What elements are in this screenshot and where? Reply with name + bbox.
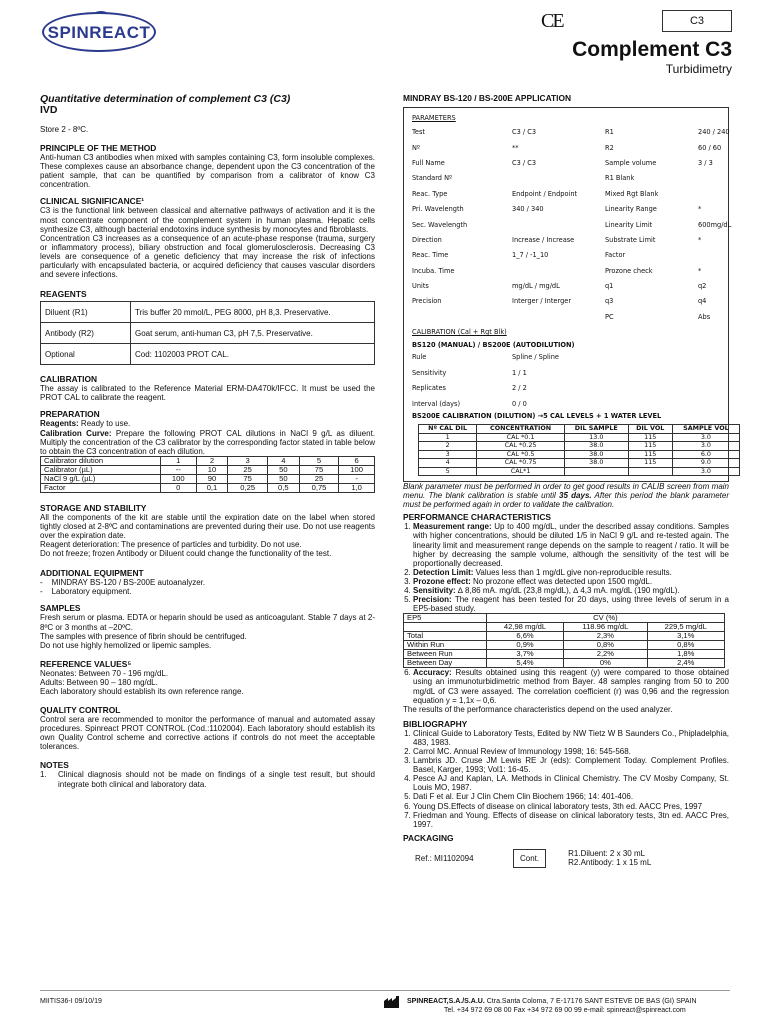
blank-note-c: After this period the blank parameter must be performed again in order to validate the calibration. bbox=[403, 491, 730, 510]
table-cell: 5,4% bbox=[486, 659, 563, 668]
perf-text: Values less than 1 mg/dL give non-reproducible results. bbox=[473, 567, 672, 577]
table-cell: 42,98 mg/dL bbox=[486, 623, 563, 632]
reference-l1: Neonates: Between 70 - 196 mg/dL. bbox=[40, 668, 169, 678]
dilution-table bbox=[40, 456, 375, 493]
param-cell: 60 / 60 bbox=[698, 143, 722, 152]
equipment-heading: ADDITIONAL EQUIPMENT bbox=[40, 568, 144, 579]
list-item: 1. Clinical diagnosis should not be made on findings of a single test result, but should integrate both clinical and laboratory data. bbox=[40, 770, 375, 789]
reagent-name: Optional bbox=[41, 344, 131, 365]
reagents-heading: REAGENTS bbox=[40, 289, 87, 300]
table-cell bbox=[564, 467, 628, 476]
param-cell: Full Name bbox=[412, 158, 445, 167]
packaging-row bbox=[403, 849, 729, 868]
table-cell: 38.0 bbox=[564, 459, 628, 468]
table-cell: 0,25 bbox=[228, 483, 268, 492]
param-cell: Sec. Wavelength bbox=[412, 220, 468, 229]
param-cell: Linearity Limit bbox=[605, 220, 653, 229]
page-subtitle: Turbidimetry bbox=[665, 62, 732, 76]
list-item bbox=[413, 522, 729, 567]
table-cell: - bbox=[339, 474, 375, 483]
store-text: Store 2 - 8ºC. bbox=[40, 125, 89, 134]
table-cell: DIL VOL bbox=[628, 425, 672, 434]
table-cell: 2 bbox=[196, 456, 228, 465]
performance-heading: PERFORMANCE CHARACTERISTICS bbox=[403, 512, 551, 523]
table-cell: 1,8% bbox=[647, 650, 725, 659]
param-cell bbox=[698, 171, 731, 186]
param-cell: PC bbox=[605, 312, 614, 321]
table-cell: NaCl 9 g/L (µL) bbox=[41, 474, 161, 483]
table-cell: Nº CAL DIL bbox=[419, 425, 477, 434]
packaging-ref: Ref.: MI1102094 bbox=[415, 853, 474, 863]
table-cell: 1,0 bbox=[339, 483, 375, 492]
param-cell: Incuba. Time bbox=[412, 266, 455, 275]
table-cell: 2,4% bbox=[647, 659, 725, 668]
table-cell: 3,7% bbox=[486, 650, 563, 659]
table-cell: CAL*1 bbox=[477, 467, 565, 476]
param-cell: Standard Nº bbox=[412, 174, 453, 183]
samples-p2: The samples with presence of fibrin should be centrifuged. bbox=[40, 631, 247, 641]
intro-heading: Quantitative determination of complement C3 (C3) bbox=[40, 93, 291, 105]
param-cell: Reac. Time bbox=[412, 251, 449, 260]
param-cell: Factor bbox=[605, 251, 626, 260]
table-row bbox=[419, 442, 740, 451]
principle-text: Anti-human C3 antibodies when mixed with samples containing C3, form insoluble complexes. These complexes cause an absorbance change, dependent upon the C3 concentration of the patient sample, that can be quantified by comparison from a calibrator of know C3 concentration. bbox=[40, 153, 375, 190]
param-cell: q2 bbox=[698, 282, 707, 291]
cal-param-cell: Interval (days) bbox=[412, 399, 461, 408]
packaging-r2: R2.Antibody: 1 x 15 mL bbox=[568, 858, 652, 868]
storage-p3: Do not freeze; frozen Antibody or Diluent could change the functionality of the test. bbox=[40, 549, 332, 559]
spinreact-logo bbox=[42, 12, 156, 52]
param-cell: Abs bbox=[698, 312, 711, 321]
ivd-label: IVD bbox=[40, 104, 58, 116]
cal-param-cell: Rule bbox=[412, 353, 427, 362]
table-row bbox=[41, 456, 375, 465]
table-cell: Calibrator dilution bbox=[41, 456, 161, 465]
table-cell: CAL *0.1 bbox=[477, 433, 565, 442]
table-row bbox=[41, 474, 375, 483]
cal-param-cell: 2 / 2 bbox=[512, 384, 527, 393]
list-item: 1. Clinical Guide to Laboratory Tests, Edited by NW Tietz W B Saunders Co., Phipladelphia, 483, 1983. bbox=[413, 729, 729, 747]
table-cell: Between Run bbox=[404, 650, 487, 659]
table-cell: DIL SAMPLE bbox=[564, 425, 628, 434]
reagents-table bbox=[40, 301, 375, 365]
principle-heading: PRINCIPLE OF THE METHOD bbox=[40, 143, 157, 154]
packaging-contents bbox=[568, 849, 651, 867]
param-cell bbox=[512, 264, 605, 279]
samples-heading: SAMPLES bbox=[40, 603, 81, 614]
param-cell: R2 bbox=[605, 143, 614, 152]
samples-p3: Do not use highly hemolized or lipemic samples. bbox=[40, 640, 212, 650]
table-cell: 229,5 mg/dL bbox=[647, 623, 725, 632]
list-item: 7. Friedman and Young. Effects of disease on clinical laboratory tests, 3tn ed. AACC Pres, 1997. bbox=[413, 811, 729, 829]
list-item: 4. Pesce AJ and Kaplan, LA. Methods in Clinical Chemistry. The CV Mosby Company, St. Louis MO, 1987. bbox=[413, 774, 729, 792]
packaging-r1: R1.Diluent: 2 x 30 mL bbox=[568, 849, 646, 859]
param-cell: Substrate Limit bbox=[605, 235, 656, 244]
table-cell: 118.96 mg/dL bbox=[564, 623, 647, 632]
table-cell: 3,1% bbox=[647, 632, 725, 641]
list-item bbox=[413, 586, 729, 595]
table-cell: 100 bbox=[339, 465, 375, 474]
preparation-reagents bbox=[40, 419, 375, 428]
perf-label: Measurement range: bbox=[413, 522, 492, 532]
table-cell: EP5 bbox=[404, 614, 487, 623]
table-cell: 2,2% bbox=[564, 650, 647, 659]
table-cell: 1 bbox=[160, 456, 196, 465]
factory-icon bbox=[384, 996, 404, 1008]
packaging-heading: PACKAGING bbox=[403, 832, 454, 843]
table-cell: CV (%) bbox=[486, 614, 724, 623]
right-column bbox=[403, 93, 732, 868]
table-row bbox=[419, 459, 740, 468]
table-cell: 0% bbox=[564, 659, 647, 668]
storage-heading: STORAGE AND STABILITY bbox=[40, 502, 147, 513]
clinical-p1: C3 is the functional link between classical and alternative pathways of activation and it is the most concentrate component of the complement system in human plasma. Hepatic cells synthesize C3, although bacterial endotoxins induce synthesis by monocytes and fibroblasts. bbox=[40, 206, 375, 234]
footer-doc-code: MIITIS36-I 09/10/19 bbox=[40, 998, 102, 1005]
table-cell: 90 bbox=[196, 474, 228, 483]
blank-note-a: Blank parameter must be performed in order to get good results in CALIB screen from main menu. The blank calibration is stable until bbox=[403, 482, 729, 501]
reference-l3: Each laboratory should establish its own reference range. bbox=[40, 687, 244, 696]
parameters-box bbox=[403, 107, 732, 482]
samples-p1: Fresh serum or plasma. EDTA or heparin should be used as anticoagulant. Stable 7 days at 2-8ºC or 3 months at –20ºC. bbox=[40, 613, 375, 632]
table-row bbox=[419, 467, 740, 476]
param-cell: 600mg/dL bbox=[698, 220, 732, 229]
packaging-cont-box: Cont. bbox=[513, 849, 546, 868]
param-cell: Increase / Increase bbox=[512, 235, 575, 244]
biblio-list bbox=[403, 729, 729, 829]
notes-heading: NOTES bbox=[40, 760, 69, 771]
list-item bbox=[413, 668, 729, 704]
precision-table bbox=[403, 613, 725, 668]
perf-text: No prozone effect was detected upon 1500 mg/dL. bbox=[470, 576, 653, 586]
param-cell: * bbox=[698, 235, 702, 244]
param-cell: R1 Blank bbox=[605, 174, 635, 183]
table-cell: 6 bbox=[339, 456, 375, 465]
table-row bbox=[41, 323, 375, 344]
param-cell bbox=[412, 310, 512, 325]
reagents-text: Ready to use. bbox=[78, 419, 131, 429]
table-cell: 25 bbox=[299, 474, 339, 483]
parameters-title: PARAMETERS bbox=[412, 114, 456, 123]
param-cell: 1_7 / -1_10 bbox=[512, 251, 549, 260]
table-row bbox=[404, 659, 725, 668]
param-cell: q1 bbox=[605, 282, 614, 291]
perf-text: The reagent has been tested for 20 days, using three levels of serum in a EP5-based study. bbox=[413, 595, 729, 614]
table-cell: 3 bbox=[419, 450, 477, 459]
clinical-p2: Concentration C3 increases as a consequence of an acute-phase response (trauma, surgery or inflammatory process), biliary obstruction and focal glomerulosclerosis. Decreasing C3 levels are consequence of a genetic deficiency that may increase the risk of infections particularly with encapsulated bacteria, or acquired deficiency that causes vascular disorders and severe infections. bbox=[40, 233, 375, 280]
param-cell: Reac. Type bbox=[412, 189, 448, 198]
list-item: - Laboratory equipment. bbox=[40, 587, 132, 597]
table-cell: 38.0 bbox=[564, 442, 628, 451]
reagent-desc: Goat serum, anti-human C3, pH 7,5. Preservative. bbox=[131, 323, 375, 344]
table-cell: 1 bbox=[419, 433, 477, 442]
logo-swoosh-icon bbox=[94, 11, 108, 17]
param-cell: mg/dL / mg/dL bbox=[512, 282, 560, 291]
param-cell: q3 bbox=[605, 297, 614, 306]
param-cell: Endpoint / Endpoint bbox=[512, 189, 578, 198]
table-cell: SAMPLE VOL bbox=[672, 425, 739, 434]
list-item bbox=[413, 595, 729, 613]
table-cell: 100 bbox=[160, 474, 196, 483]
table-row bbox=[41, 483, 375, 492]
perf-label: Accuracy: bbox=[413, 668, 452, 678]
biblio-heading: BIBLIOGRAPHY bbox=[403, 718, 468, 729]
table-cell: 115 bbox=[628, 459, 672, 468]
cal-param-cell: Sensitivity bbox=[412, 368, 447, 377]
app-heading: MINDRAY BS-120 / BS-200E APPLICATION bbox=[403, 93, 572, 103]
footer-address-text: Ctra.Santa Coloma, 7 E-17176 SANT ESTEVE DE BAS (GI) SPAIN bbox=[484, 998, 697, 1005]
list-item: 6. Young DS.Effects of disease on clinical laboratory tests, 3th ed. AACC Pres, 1997 bbox=[413, 802, 729, 811]
list-item: 2. Carrol MC. Annual Review of Immunology 1998; 16: 545-568. bbox=[413, 747, 729, 756]
preparation-heading: PREPARATION bbox=[40, 409, 100, 420]
list-item bbox=[413, 568, 729, 577]
reagents-label: Reagents: bbox=[40, 419, 79, 429]
table-cell: 5 bbox=[419, 467, 477, 476]
table-cell: 25 bbox=[228, 465, 268, 474]
preparation-calibration bbox=[40, 429, 375, 456]
table-cell: 3.0 bbox=[672, 467, 739, 476]
table-row bbox=[419, 433, 740, 442]
list-item: 5. Dati F et al. Eur J Clin Chem Clin Biochem 1966; 14: 401-406. bbox=[413, 792, 729, 801]
table-row bbox=[41, 344, 375, 365]
param-cell: q4 bbox=[698, 297, 707, 306]
parameters-grid bbox=[412, 125, 732, 325]
table-cell: 3.0 bbox=[672, 442, 739, 451]
product-code-box: C3 bbox=[662, 10, 732, 32]
table-cell: 38.0 bbox=[564, 450, 628, 459]
perf-label: Precision: bbox=[413, 595, 452, 605]
table-cell: 10 bbox=[196, 465, 228, 474]
performance-list bbox=[403, 522, 729, 613]
table-cell: 115 bbox=[628, 450, 672, 459]
table-cell: 4 bbox=[419, 459, 477, 468]
param-cell bbox=[512, 218, 605, 233]
reference-heading: REFERENCE VALUES⁵ bbox=[40, 658, 132, 669]
cal-param-cell: 1 / 1 bbox=[512, 368, 527, 377]
table-cell bbox=[628, 467, 672, 476]
param-cell: R1 bbox=[605, 128, 614, 137]
param-cell: Direction bbox=[412, 235, 442, 244]
table-cell: CAL *0.5 bbox=[477, 450, 565, 459]
calibration-curve-text: Prepare the following PROT CAL dilutions in NaCl 9 g/L as diluent. Multiply the concentration of the C3 calibrator by the corresponding factor stated in table below to obtain the C3 concentration of each dilution. bbox=[40, 428, 376, 456]
list-item: - MINDRAY BS-120 / BS-200E autoanalyzer. bbox=[40, 578, 206, 588]
page-title: Complement C3 bbox=[572, 38, 732, 61]
param-cell: ** bbox=[512, 143, 519, 152]
param-cell: Units bbox=[412, 282, 429, 291]
table-cell: CAL *0.75 bbox=[477, 459, 565, 468]
note-text: Clinical diagnosis should not be made on findings of a single test result, but should integrate both clinical and laboratory data. bbox=[58, 770, 375, 789]
table-cell: Calibrator (µL) bbox=[41, 465, 161, 474]
qc-text: Control sera are recommended to monitor the performance of manual and automated assay procedures. Spinreact PROT CONTROL (Cod.:1102004). Each laboratory should establish its own Quality Control scheme and corrective actions if controls do not meet the acceptable tolerances. bbox=[40, 715, 375, 752]
param-cell: Precision bbox=[412, 297, 442, 306]
table-cell: -- bbox=[160, 465, 196, 474]
table-cell: 0,8% bbox=[564, 641, 647, 650]
calibration-curve-label: Calibration Curve: bbox=[40, 428, 112, 438]
table-cell: 50 bbox=[267, 465, 299, 474]
reagent-name: Diluent (R1) bbox=[41, 302, 131, 323]
perf-text: Up to 400 mg/dL, under the described assay conditions. Samples with higher concentrations, should be diluted 1/5 in NaCl 9 g/L and re-tested again. The linearity limit and measurement range depends on the sample to reagent / ratio. It will be higher by decreasing the sample volume, although the sensitivity of the test will be proportionally decreased. bbox=[413, 522, 730, 568]
param-cell: Linearity Range bbox=[605, 205, 657, 214]
cal-param-cell: 0 / 0 bbox=[512, 399, 527, 408]
table-cell: CAL *0.25 bbox=[477, 442, 565, 451]
table-cell: 115 bbox=[628, 433, 672, 442]
table-cell: 3.0 bbox=[672, 433, 739, 442]
storage-p2: Reagent deterioration: The presence of particles and turbidity. Do not use. bbox=[40, 540, 302, 550]
param-cell: C3 / C3 bbox=[512, 158, 537, 167]
table-cell: Factor bbox=[41, 483, 161, 492]
table-row bbox=[419, 425, 740, 434]
table-cell: Total bbox=[404, 632, 487, 641]
table-cell: 2,3% bbox=[564, 632, 647, 641]
table-cell: 0,5 bbox=[267, 483, 299, 492]
table-cell: 75 bbox=[228, 474, 268, 483]
table-cell: 6.0 bbox=[672, 450, 739, 459]
param-cell bbox=[698, 187, 731, 202]
cal-param-cell: Spline / Spline bbox=[512, 353, 559, 362]
param-cell bbox=[698, 248, 731, 263]
footer-address bbox=[407, 997, 737, 1006]
reagent-name: Antibody (R2) bbox=[41, 323, 131, 344]
cal-title: CALIBRATION (Cal + Rgt Blk) bbox=[412, 328, 507, 337]
bs200e-dilution-table bbox=[418, 424, 740, 476]
param-cell bbox=[512, 171, 605, 186]
table-cell: 0,9% bbox=[486, 641, 563, 650]
table-cell: 3 bbox=[228, 456, 268, 465]
table-cell: 50 bbox=[267, 474, 299, 483]
table-cell: Between Day bbox=[404, 659, 487, 668]
reagent-desc: Tris buffer 20 mmol/L, PEG 8000, pH 8,3. Preservative. bbox=[131, 302, 375, 323]
table-cell: CONCENTRATION bbox=[477, 425, 565, 434]
equipment-item: MINDRAY BS-120 / BS-200E autoanalyzer. bbox=[51, 578, 206, 588]
perf-label: Sensitivity: bbox=[413, 586, 456, 596]
blank-note-days: 35 days. bbox=[559, 491, 592, 501]
perf-text: ∆ 8,86 mA. mg/dL (23,8 mg/dL), ∆ 4,3 mA. mg/dL (190 mg/dL). bbox=[455, 586, 680, 596]
storage-p1: All the components of the kit are stable until the expiration date on the label when stored tightly closed at 2-8ºC and contaminations are prevented during their use. Do not use reagents over the expiration date. bbox=[40, 512, 375, 540]
table-cell: 0,75 bbox=[299, 483, 339, 492]
table-cell: 2 bbox=[419, 442, 477, 451]
table-cell: 9.0 bbox=[672, 459, 739, 468]
param-cell: * bbox=[698, 266, 702, 275]
left-column bbox=[40, 94, 375, 789]
table-cell: 75 bbox=[299, 465, 339, 474]
table-cell: 6,6% bbox=[486, 632, 563, 641]
footer-rule bbox=[40, 990, 730, 991]
param-cell: Test bbox=[412, 128, 425, 137]
table-row bbox=[41, 465, 375, 474]
clinical-heading: CLINICAL SIGNIFICANCE¹ bbox=[40, 196, 145, 207]
reference-l2: Adults: Between 90 – 180 mg/dL. bbox=[40, 677, 158, 687]
perf-label: Prozone effect: bbox=[413, 576, 471, 586]
param-cell: * bbox=[698, 205, 702, 214]
perf-text: Results obtained using this reagent (y) were compared to those obtained using an immunoturbidimetric method from Bayer. 48 samples ranging from 50 to 200 mg/dL of C3 were assayed. The correlation coefficient (r) was 0,96 and the regression equation y = 1,1x – 0,6. bbox=[413, 668, 729, 705]
calibration-text: The assay is calibrated to the Reference Material ERM-DA470k/IFCC. It must be used the PROT CAL to calibrate the reagent. bbox=[40, 384, 375, 403]
table-row bbox=[41, 302, 375, 323]
param-cell: Sample volume bbox=[605, 158, 657, 167]
param-cell: Nº bbox=[412, 143, 421, 152]
list-item bbox=[413, 577, 729, 586]
table-cell: Within Run bbox=[404, 641, 487, 650]
performance-tail: The results of the performance characteristics depend on the used analyzer. bbox=[403, 704, 673, 714]
param-cell: Pri. Wavelength bbox=[412, 205, 464, 214]
param-cell bbox=[512, 310, 605, 325]
param-cell: Interger / Interger bbox=[512, 297, 572, 306]
cal-subtitle: BS120 (MANUAL) / BS200E (AUTODILUTION) bbox=[412, 341, 575, 350]
qc-heading: QUALITY CONTROL bbox=[40, 705, 121, 716]
footer-contact: Tel. +34 972 69 08 00 Fax +34 972 69 00 99 e-mail: spinreact@spinreact.com bbox=[444, 1007, 686, 1014]
brand-name: SPINREACT bbox=[47, 22, 151, 42]
dilution-title: BS200E CALIBRATION (DILUTION) →5 CAL LEVELS + 1 WATER LEVEL bbox=[412, 412, 662, 421]
table-cell: 0 bbox=[160, 483, 196, 492]
table-cell: 0,8% bbox=[647, 641, 725, 650]
table-cell: 115 bbox=[628, 442, 672, 451]
param-cell: Prozone check bbox=[605, 266, 653, 275]
list-item: 3. Lambris JD. Cruse JM Lewis RE Jr (eds): Complement Today. Complement Profiles. Basel, Karger, 1993; Vol1: 16-45. bbox=[413, 756, 729, 774]
param-cell: Mixed Rgt Blank bbox=[605, 189, 659, 198]
table-cell: 4 bbox=[267, 456, 299, 465]
cal-grid bbox=[412, 350, 720, 412]
table-cell: 5 bbox=[299, 456, 339, 465]
reagent-desc: Cod: 1102003 PROT CAL. bbox=[131, 344, 375, 365]
table-cell: 13.0 bbox=[564, 433, 628, 442]
blank-note bbox=[403, 482, 729, 509]
param-cell: 3 / 3 bbox=[698, 158, 713, 167]
cal-param-cell: Replicates bbox=[412, 384, 446, 393]
calibration-heading: CALIBRATION bbox=[40, 374, 98, 385]
param-cell: 240 / 240 bbox=[698, 128, 730, 137]
ce-mark: CE bbox=[541, 10, 563, 32]
perf-label: Detection Limit: bbox=[413, 567, 474, 577]
equipment-item: Laboratory equipment. bbox=[51, 587, 132, 597]
param-cell: C3 / C3 bbox=[512, 128, 537, 137]
param-cell: 340 / 340 bbox=[512, 205, 544, 214]
table-row bbox=[419, 450, 740, 459]
performance-list-cont bbox=[403, 668, 729, 704]
table-cell: 0,1 bbox=[196, 483, 228, 492]
footer-company: SPINREACT,S.A./S.A.U. bbox=[407, 998, 485, 1005]
